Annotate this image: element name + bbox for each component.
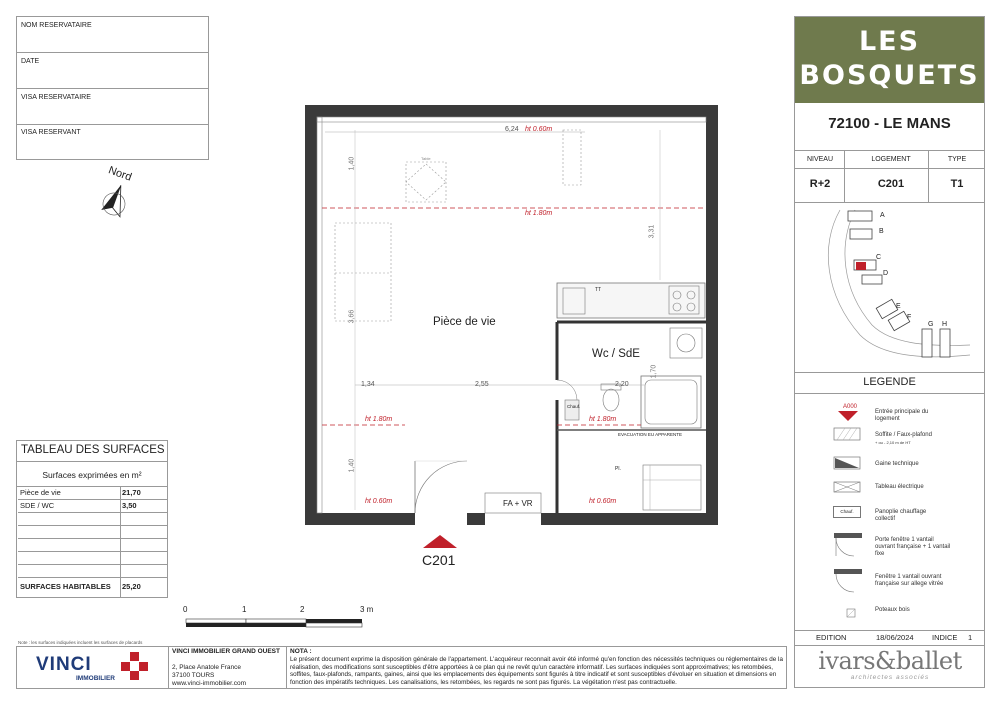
room-label-living: Pièce de vie xyxy=(433,316,496,328)
surface-row-empty xyxy=(18,564,167,578)
surface-value: 3,50 xyxy=(122,501,137,510)
legend-heating: Panoplie chauffage collectif xyxy=(875,509,927,522)
dim-bottom-3: 2,20 xyxy=(615,381,629,388)
surface-total-row xyxy=(18,580,167,593)
reservation-field-date: DATE xyxy=(21,58,40,65)
reservation-table xyxy=(16,16,209,160)
legend-title: LEGENDE xyxy=(863,376,916,388)
height-label-soffit: ht 1.80m xyxy=(525,210,553,217)
surface-row-empty xyxy=(18,512,167,526)
entrance-arrow-icon xyxy=(833,404,863,428)
keyplan-label-a: A xyxy=(880,212,885,219)
scale-bar-drawing xyxy=(180,617,380,637)
label-table: Table xyxy=(421,156,431,161)
legend-soffit-sub: + ou - 2,10 m de HT xyxy=(875,440,911,445)
label-pl: Pl. xyxy=(615,466,621,472)
surface-name: SDE / WC xyxy=(20,501,55,510)
legend-entrance: Entrée principale du logement xyxy=(875,409,929,422)
technical-duct-icon xyxy=(833,456,861,475)
architect-logo xyxy=(795,648,985,688)
value-niveau: R+2 xyxy=(809,178,831,190)
reservation-field-visa-reservant: VISA RESERVANT xyxy=(21,129,81,136)
height-label-left-low: ht 1.80m xyxy=(365,416,393,423)
height-label-top: ht 0.60m xyxy=(525,126,553,133)
legend-duct: Gaine technique xyxy=(875,461,919,467)
surfaces-subtitle: Surfaces exprimées en m² xyxy=(42,470,142,480)
height-label-bottom-left: ht 0.60m xyxy=(365,498,393,505)
legend-entrance-tag: A000 xyxy=(843,404,858,410)
vinci-cross-icon xyxy=(120,652,150,682)
surface-row-empty xyxy=(18,538,167,552)
note-title: NOTA : xyxy=(290,648,312,655)
company-name: VINCI IMMOBILIER GRAND OUEST xyxy=(172,648,280,655)
dim-left-mid: 3,66 xyxy=(348,309,356,324)
surface-row-bath xyxy=(18,499,167,513)
company-website[interactable]: www.vinci-immobilier.com xyxy=(172,680,247,687)
legend-soffit: Soffite / Faux-plafond xyxy=(875,432,932,438)
value-logement: C201 xyxy=(877,178,905,190)
surface-name: Pièce de vie xyxy=(20,488,61,497)
keyplan-label-g: G xyxy=(928,321,934,328)
dim-bottom-1: 1,34 xyxy=(361,381,375,388)
scale-label-2: 2 xyxy=(300,605,305,614)
compass xyxy=(92,162,142,222)
surfaces-footnote: Note : les surfaces indiquées incluent les surfaces de placards xyxy=(18,640,143,645)
legend-panel: Tableau électrique xyxy=(875,484,924,490)
unit-info xyxy=(794,150,985,202)
vinci-logo xyxy=(36,652,156,686)
key-plan xyxy=(800,205,980,365)
dim-bottom-2: 2,55 xyxy=(475,381,489,388)
note-text: Le présent document exprime la disposition générale de l'appartement. L'acquéreur reconnait avoir été informé qu'en fonction des nécessités techniques ou réglementaires de la réalisation, des modifications sont susceptibles d'être apportées à ce plan qui ne revêt qu'un caractère informatif. Les surfaces indiquées sont approximatives; les retombées, soffites, faux-plafonds, rampants, gaines, ainsi que les emplacements des équipements sont figurés à titre indicatif et sont susceptibles d'évoluer en situation et dimensions en fonction des impératifs techniques. Les canalisations, les retombées, les regards ne sont pas figurés. La végétation n'est pas contractuelle. xyxy=(290,656,783,686)
project-name-line1: LES xyxy=(858,26,921,57)
hatched-box-icon xyxy=(833,427,861,446)
architect-logo-text: ivars&ballet xyxy=(818,647,962,675)
legend-window: Fenêtre 1 vantail ouvrant française sur allege vitrée xyxy=(875,574,944,587)
dim-left-low: 1,40 xyxy=(348,458,356,473)
label-chauf: Chauf. xyxy=(567,404,581,409)
north-arrow-icon xyxy=(92,162,142,222)
legend-heating-tag: Chauf. xyxy=(833,506,861,518)
company-address2: 37100 TOURS xyxy=(172,672,215,679)
edition-index: 1 xyxy=(968,633,973,642)
label-tt: TT xyxy=(595,287,602,293)
surface-total-value: 25,20 xyxy=(122,582,141,591)
surface-row-empty xyxy=(18,551,167,565)
header-logement: LOGEMENT xyxy=(871,156,911,163)
scale-label-1: 1 xyxy=(242,605,247,614)
compass-label: Nord xyxy=(106,164,134,184)
reservation-field-visa-reservataire: VISA RESERVATAIRE xyxy=(21,94,91,101)
keyplan-label-d: D xyxy=(883,270,889,277)
project-name-line2: BOSQUETS xyxy=(799,60,980,91)
height-label-bottom-right: ht 0.60m xyxy=(589,498,617,505)
surface-value: 21,70 xyxy=(122,488,141,497)
header-type: TYPE xyxy=(947,156,967,163)
dim-bath: 1,70 xyxy=(650,364,658,379)
scale-label-0: 0 xyxy=(183,605,188,614)
wood-post-icon xyxy=(846,605,856,623)
dim-width: 6,24 xyxy=(505,126,519,133)
vinci-logo-sub: IMMOBILIER xyxy=(76,675,115,682)
edition-label: EDITION xyxy=(816,633,847,642)
dim-right-top: 3,31 xyxy=(648,224,656,239)
header-niveau: NIVEAU xyxy=(806,156,834,163)
keyplan-label-e: E xyxy=(896,303,901,310)
window-icon xyxy=(833,568,863,599)
company-address1: 2, Place Anatole France xyxy=(172,664,242,671)
reservation-field-name: NOM RESERVATAIRE xyxy=(21,22,92,29)
electrical-panel-icon xyxy=(833,480,861,498)
scale-label-3: 3 m xyxy=(360,605,374,614)
label-fa-vr: FA + VR xyxy=(503,499,533,508)
dim-left-top: 1,40 xyxy=(348,156,356,171)
surface-row-empty xyxy=(18,525,167,539)
edition-index-label: INDICE xyxy=(932,633,958,642)
surface-row-living xyxy=(18,486,167,500)
edition-date: 18/06/2024 xyxy=(876,633,914,642)
keyplan-label-f: F xyxy=(907,314,912,321)
scale-bar xyxy=(180,605,380,635)
heating-icon xyxy=(833,506,861,518)
keyplan-label-c: C xyxy=(876,254,882,261)
surfaces-title: TABLEAU DES SURFACES xyxy=(21,444,165,456)
floor-plan-drawing xyxy=(295,100,725,580)
surface-total-label: SURFACES HABITABLES xyxy=(20,582,111,591)
keyplan-label-h: H xyxy=(942,321,948,328)
project-city: 72100 - LE MANS xyxy=(828,115,951,132)
key-plan-drawing xyxy=(800,205,980,365)
height-label-bath: ht 1.80m xyxy=(589,416,617,423)
legend-french-window: Porte fenêtre 1 vantail ouvrant française + 1 vantail fixe xyxy=(875,537,951,557)
value-type: T1 xyxy=(950,178,964,190)
legend-post: Poteaux bois xyxy=(875,607,910,613)
architect-logo-sub: architectes associés xyxy=(850,674,930,681)
keyplan-label-b: B xyxy=(879,228,884,235)
french-window-icon xyxy=(833,532,863,565)
project-title xyxy=(795,17,984,103)
floor-plan xyxy=(295,100,725,580)
label-evac: EVACUATION EU APPARENTE xyxy=(618,432,683,437)
room-label-bathroom: Wc / SdE xyxy=(592,348,640,360)
entrance-label: C201 xyxy=(422,552,456,568)
vinci-logo-text: VINCI xyxy=(36,654,92,675)
